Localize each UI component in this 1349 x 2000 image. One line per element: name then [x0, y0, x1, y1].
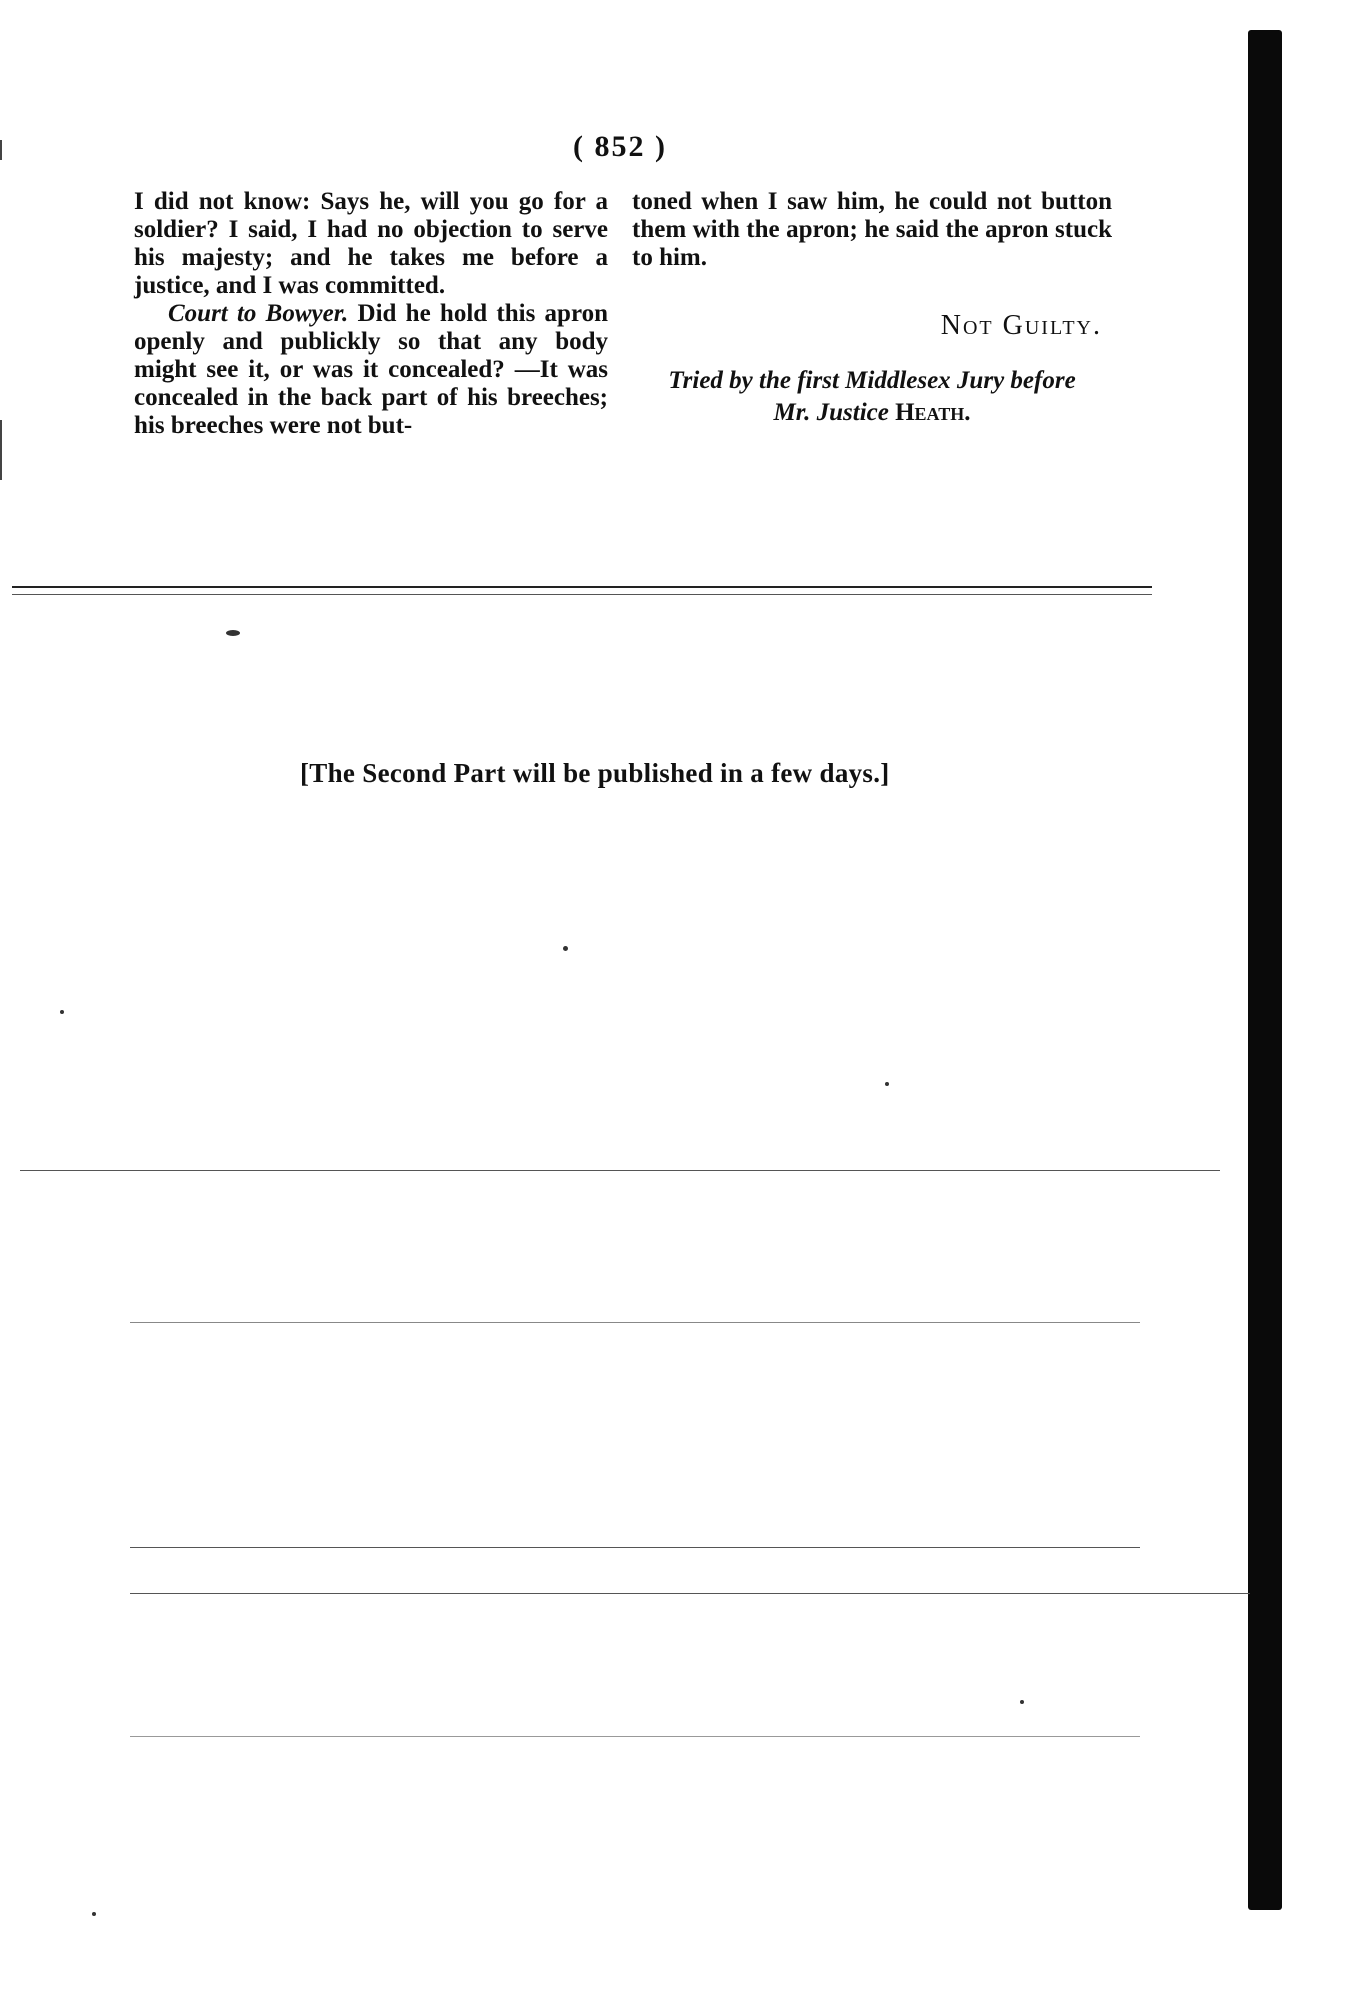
trial-note-line-2 [632, 397, 1112, 429]
ruled-line [130, 1593, 1250, 1594]
print-speck [1020, 1700, 1024, 1704]
left-paragraph-2-text: Did he hold this apron openly and publickly so that any body might see it, or was it concealed? —It was concealed in the back part of his breeches; his breeches were not but- [134, 300, 608, 439]
print-speck [885, 1082, 889, 1086]
print-speck [226, 630, 240, 636]
publication-notice: [The Second Part will be published in a few days.] [300, 758, 890, 788]
ruled-line [20, 1170, 1220, 1171]
print-speck [92, 1912, 96, 1916]
ruled-line [130, 1736, 1140, 1737]
right-paragraph-1: toned when I saw him, he could not button them with the apron; he said the apron stuck to him. [632, 188, 1112, 271]
page-edge-shadow [1248, 30, 1282, 1910]
section-divider [12, 586, 1152, 588]
trial-note [632, 365, 1112, 429]
print-speck [60, 1010, 64, 1014]
print-speck [563, 946, 568, 951]
right-column [632, 188, 1112, 272]
ruled-line [130, 1322, 1140, 1323]
left-edge-mark [0, 140, 2, 160]
justice-name: Heath. [895, 399, 971, 426]
verdict [632, 310, 1102, 342]
left-column [134, 188, 608, 440]
page-number: ( 852 ) [573, 130, 667, 163]
court-speaker-label: Court to Bowyer. [168, 300, 349, 327]
section-divider [12, 594, 1152, 595]
ruled-line [130, 1547, 1140, 1548]
left-edge-mark [0, 420, 2, 480]
verdict-text: Not Guilty. [940, 310, 1102, 341]
justice-title: Mr. Justice [773, 399, 896, 426]
left-paragraph-1: I did not know: Says he, will you go for a soldier? I said, I had no objection to serve his majesty; and he takes me before a justice, and I was committed. [134, 188, 608, 299]
left-paragraph-2 [134, 300, 608, 440]
trial-note-line-1: Tried by the first Middlesex Jury before [668, 367, 1076, 394]
